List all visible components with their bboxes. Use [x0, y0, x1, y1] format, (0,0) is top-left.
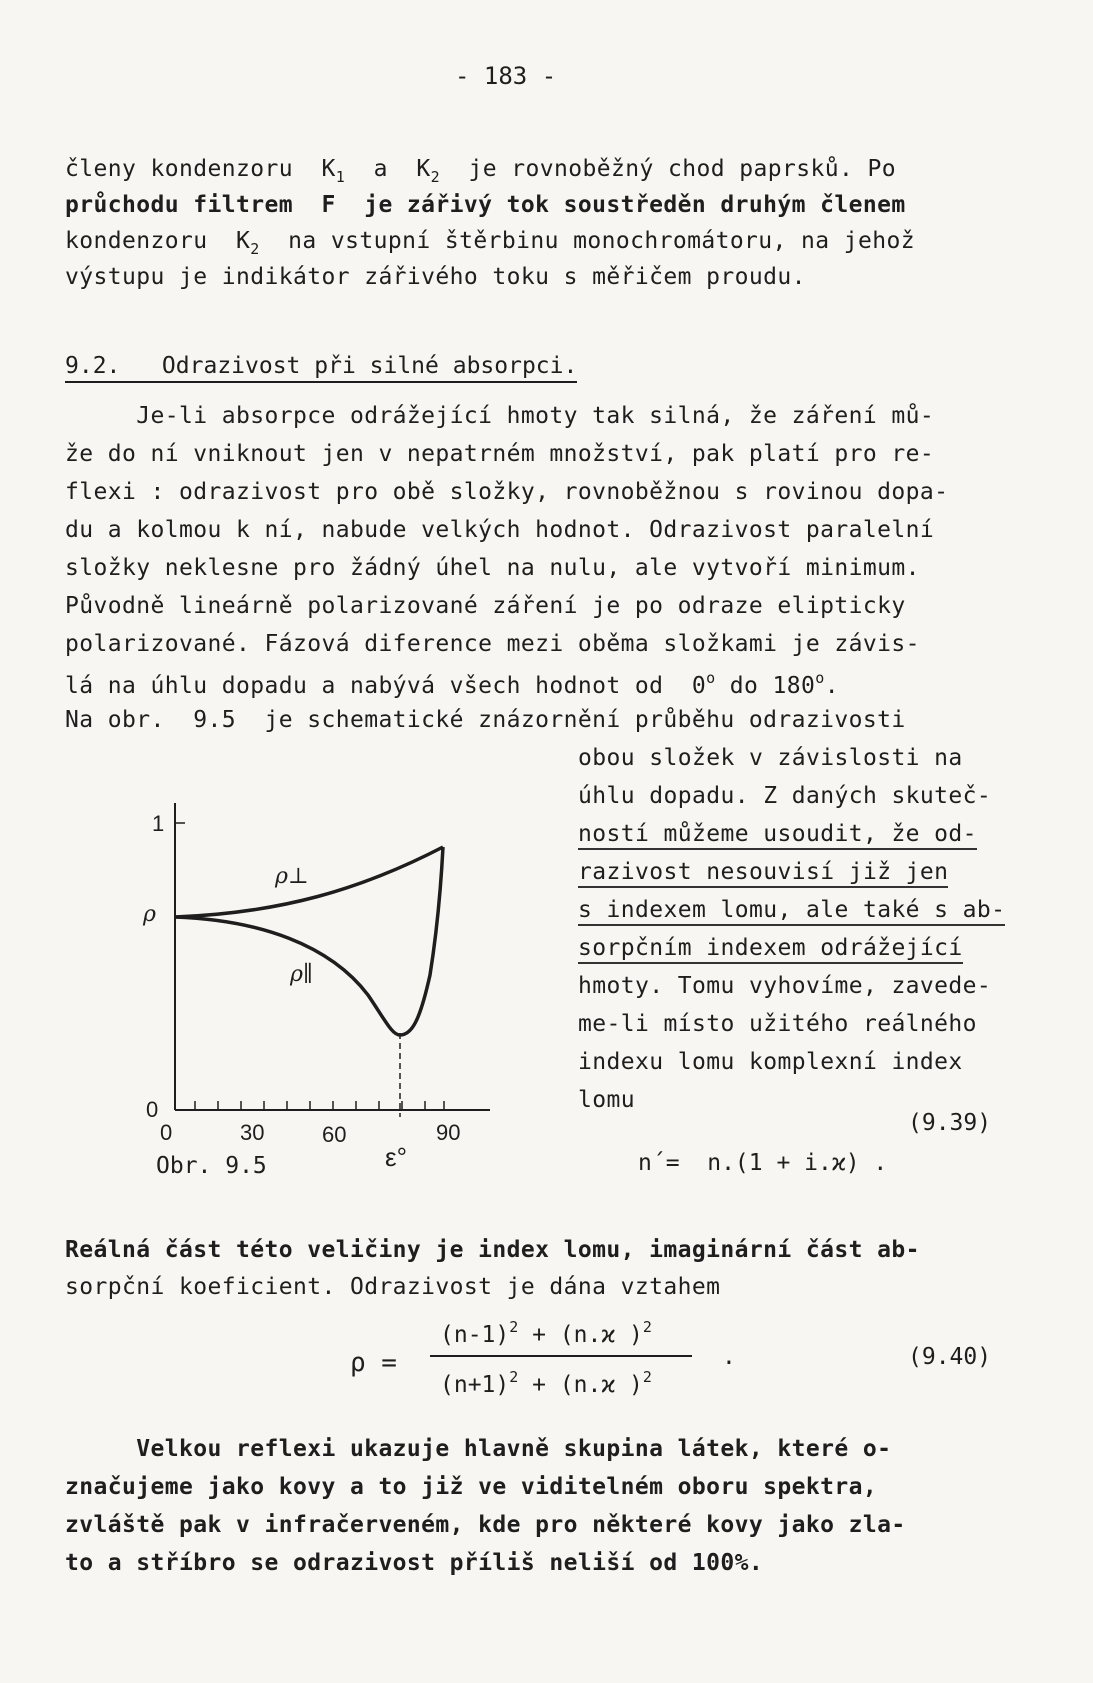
text: členy kondenzoru K: [65, 156, 336, 182]
y-axis-label: ρ: [143, 902, 156, 927]
para3-line-2: značujeme jako kovy a to již ve viditelném oboru spektra,: [65, 1474, 878, 1500]
figure-caption: Obr. 9.5: [156, 1153, 267, 1179]
para1-line-5: složky neklesne pro žádný úhel na nulu, ale vytvoří minimum.: [65, 555, 920, 581]
x-tick-90: 90: [436, 1120, 461, 1145]
text: (n+1): [440, 1372, 510, 1398]
para3-line-3: zvláště pak v infračerveném, kde pro některé kovy jako zla-: [65, 1512, 906, 1538]
text: a K: [345, 156, 431, 182]
para1-line-7: polarizované. Fázová diference mezi oběma složkami je závis-: [65, 631, 920, 657]
superscript: 2: [642, 1318, 652, 1336]
para2-line-1: Reálná část této veličiny je index lomu, imaginární část ab-: [65, 1237, 920, 1263]
text: + (n.ϰ ): [518, 1322, 643, 1348]
eq40-fraction-bar: [430, 1355, 692, 1357]
x-tick-0: 0: [160, 1120, 173, 1145]
intro-line-4: výstupu je indikátor zářivého toku s měřičem proudu.: [65, 264, 806, 290]
eq40-dot: .: [722, 1344, 736, 1370]
curve-label-par: ρ∥: [290, 962, 314, 987]
eq40-denominator: [440, 1368, 652, 1398]
page-number: - 183 -: [455, 62, 557, 90]
intro-line-2: průchodu filtrem F je zářivý tok soustředěn druhým členem: [65, 192, 906, 218]
x-tick-60: 60: [322, 1122, 347, 1147]
wrap-line-1: obou složek v závislosti na: [578, 745, 963, 771]
wrap-line-10: lomu: [578, 1087, 635, 1113]
para1-line-9: Na obr. 9.5 je schematické znázornění průběhu odrazivosti: [65, 707, 906, 733]
text: na vstupní štěrbinu monochromátoru, na jehož: [259, 228, 916, 254]
eq40-lhs: ρ =: [350, 1348, 397, 1378]
wrap-line-2: úhlu dopadu. Z daných skuteč-: [578, 783, 992, 809]
wrap-line-8: me-li místo užitého reálného: [578, 1011, 977, 1037]
text: (n-1): [440, 1322, 510, 1348]
y-tick-top: 1: [152, 811, 165, 836]
para1-line-1: Je-li absorpce odrážející hmoty tak silná, že záření mů-: [65, 403, 935, 429]
wrap-line-4: razivost nesouvisí již jen: [578, 859, 948, 888]
x-tick-marks: [195, 1101, 444, 1110]
curve-rho-par: [175, 847, 443, 1035]
text: kondenzoru K: [65, 228, 251, 254]
superscript: o: [706, 669, 716, 687]
y-tick-bottom: 0: [146, 1097, 159, 1122]
superscript: 2: [509, 1368, 519, 1386]
curve-rho-perp: [175, 847, 443, 917]
eq40-number: (9.40): [908, 1344, 992, 1370]
para1-line-4: du a kolmou k ní, nabude velkých hodnot. Odrazivost paralelní: [65, 517, 935, 543]
para1-line-3: flexi : odrazivost pro obě složky, rovnoběžnou s rovinou dopa-: [65, 479, 949, 505]
para3-line-1: Velkou reflexi ukazuje hlavně skupina látek, které o-: [65, 1436, 892, 1462]
para2-line-2: sorpční koeficient. Odrazivost je dána vztahem: [65, 1274, 721, 1300]
text: do 180: [715, 673, 816, 699]
wrap-line-9: indexu lomu komplexní index: [578, 1049, 963, 1075]
x-axis-label: ε°: [385, 1142, 407, 1172]
wrap-line-7: hmoty. Tomu vyhovíme, zavede-: [578, 973, 992, 999]
para1-line-8: [65, 669, 839, 699]
text: .: [824, 673, 839, 699]
x-tick-30: 30: [240, 1120, 265, 1145]
eq39-number: (9.39): [908, 1110, 992, 1136]
para1-line-6: Původně lineárně polarizované záření je po odraze elipticky: [65, 593, 906, 619]
subscript: 2: [250, 240, 260, 258]
text: lá na úhlu dopadu a nabývá všech hodnot od 0: [65, 673, 707, 699]
superscript: o: [815, 669, 825, 687]
superscript: 2: [642, 1368, 652, 1386]
subscript: 2: [430, 168, 441, 186]
eq39-formula: n´= n.(1 + i.ϰ) .: [638, 1150, 888, 1176]
text: je rovnoběžný chod paprsků. Po: [440, 156, 896, 182]
wrap-line-5: s indexem lomu, ale také s ab-: [578, 897, 1005, 926]
figure-reflectance-plot: [140, 795, 500, 1155]
intro-line-3: [65, 228, 915, 258]
para3-line-4: to a stříbro se odrazivost příliš neliší od 100%.: [65, 1550, 764, 1576]
wrap-line-3: ností můžeme usoudit, že od-: [578, 821, 977, 850]
wrap-line-6: sorpčním indexem odrážející: [578, 935, 963, 964]
subscript: 1: [335, 168, 346, 186]
intro-line-1: [65, 156, 896, 186]
superscript: 2: [509, 1318, 519, 1336]
text: + (n.ϰ ): [518, 1372, 643, 1398]
section-heading: 9.2. Odrazivost při silné absorpci.: [65, 353, 577, 383]
para1-line-2: že do ní vniknout jen v nepatrném množství, pak platí pro re-: [65, 441, 935, 467]
curve-label-perp: ρ⊥: [275, 864, 309, 889]
eq40-numerator: [440, 1318, 652, 1348]
